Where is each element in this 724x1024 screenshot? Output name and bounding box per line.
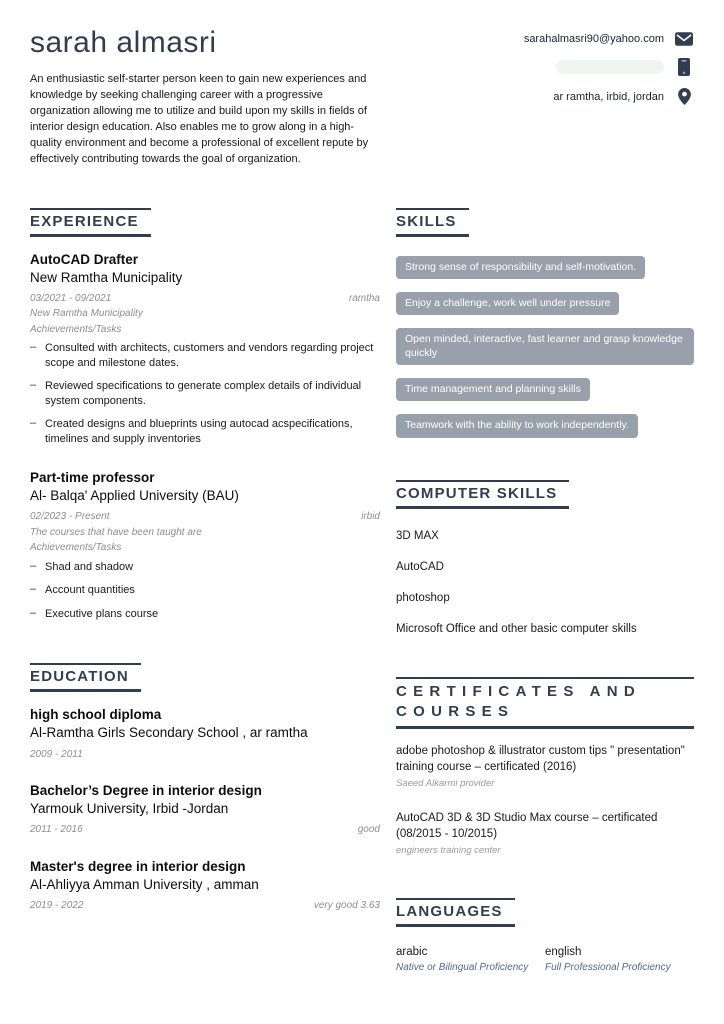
certificates-heading: CERTIFICATES AND COURSES: [396, 677, 694, 730]
skill-pill: Strong sense of responsibility and self-motivation.: [396, 256, 645, 279]
skills-heading: SKILLS: [396, 208, 469, 237]
education-item: [30, 707, 380, 762]
skill-pill: Teamwork with the ability to work independently.: [396, 414, 638, 437]
bullet-item: – Created designs and blueprints using autocad acspecifications, timelines and supply inventories: [30, 417, 380, 446]
school-name: Al-Ahliyya Amman University , amman: [30, 876, 259, 892]
tasks-label: Achievements/Tasks: [30, 323, 122, 335]
contact-row-email: [524, 32, 694, 46]
phone-icon: [674, 58, 694, 76]
computer-skill-list: [396, 530, 694, 635]
edu-grade: good: [357, 824, 380, 836]
edu-meta: [30, 747, 380, 763]
certificate-item: [396, 744, 694, 789]
left-column: [30, 208, 380, 974]
education-item: [30, 783, 380, 838]
certificate-title: adobe photoshop & illustrator custom tips " presentation" training course – certificated (2016): [396, 745, 685, 773]
degree-title: Bachelor’s Degree in interior design: [30, 783, 262, 799]
job-bullets: [30, 341, 380, 446]
job-meta: [30, 509, 380, 525]
job-item: [30, 252, 380, 447]
contact-block: [524, 26, 694, 168]
section-languages: [396, 898, 694, 973]
contact-row-phone: [556, 58, 694, 76]
candidate-name: sarah almasri: [30, 26, 217, 59]
job-note: The courses that have been taught are: [30, 526, 202, 538]
language-name: arabic: [396, 946, 428, 959]
certificate-item: [396, 811, 694, 856]
job-meta: [30, 291, 380, 307]
bullet-item: – Account quantities: [30, 583, 380, 598]
skill-pill: Enjoy a challenge, work well under pressure: [396, 292, 619, 315]
edu-meta: [30, 898, 380, 914]
job-note: New Ramtha Municipality: [30, 308, 143, 320]
location-text: ar ramtha, irbid, jordan: [553, 90, 664, 103]
bullet-item: – Shad and shadow: [30, 560, 380, 575]
job-item: [30, 470, 380, 621]
experience-heading: EXPERIENCE: [30, 208, 151, 237]
job-dates: 02/2023 - Present: [30, 511, 110, 523]
edu-meta: [30, 822, 380, 838]
job-dates: 03/2021 - 09/2021: [30, 292, 112, 304]
skill-pill: Time management and planning skills: [396, 378, 590, 401]
section-certificates: [396, 677, 694, 857]
computer-skill-item: Microsoft Office and other basic computer skills: [396, 622, 637, 635]
job-location: irbid: [361, 511, 380, 523]
language-list: [396, 946, 694, 973]
certificate-provider: Saeed Alkarmi provider: [396, 778, 495, 790]
edu-dates: 2009 - 2011: [30, 748, 83, 760]
education-heading: EDUCATION: [30, 663, 141, 692]
job-location: ramtha: [348, 292, 380, 304]
skill-pill: Open minded, interactive, fast learner and grasp knowledge quickly: [396, 328, 694, 365]
languages-heading: LANGUAGES: [396, 898, 515, 927]
computer-skill-item: AutoCAD: [396, 560, 444, 573]
degree-title: high school diploma: [30, 707, 162, 723]
bullet-item: – Consulted with architects, customers and vendors regarding project scope and milestone dates.: [30, 341, 380, 370]
computer-skills-heading: COMPUTER SKILLS: [396, 480, 569, 509]
right-column: [396, 208, 694, 974]
header-left: [30, 26, 382, 168]
job-company: Al- Balqa' Applied University (BAU): [30, 488, 239, 504]
bullet-item: – Executive plans course: [30, 607, 380, 622]
job-bullets: [30, 560, 380, 622]
skill-pill-list: [396, 256, 694, 438]
header: [30, 26, 694, 168]
school-name: Yarmouk University, Irbid -Jordan: [30, 800, 229, 816]
edu-grade: very good 3.63: [313, 899, 380, 911]
computer-skill-item: photoshop: [396, 591, 450, 604]
mail-icon: [674, 32, 694, 46]
job-title: Part-time professor: [30, 470, 155, 486]
main-columns: [30, 208, 694, 974]
school-name: Al-Ramtha Girls Secondary School , ar ramtha: [30, 725, 308, 741]
job-title: AutoCAD Drafter: [30, 251, 138, 267]
education-item: [30, 859, 380, 914]
language-name: english: [545, 946, 582, 959]
email-text: sarahalmasri90@yahoo.com: [523, 33, 664, 45]
phone-redacted: [556, 60, 664, 74]
computer-skill-item: 3D MAX: [396, 529, 439, 542]
certificate-title: AutoCAD 3D & 3D Studio Max course – certificated (08/2015 - 10/2015): [396, 812, 658, 840]
edu-dates: 2019 - 2022: [30, 899, 84, 911]
profile-summary: An enthusiastic self-starter person keen to gain new experiences and knowledge by seeking challenging career with a progressive organization allowing me to utilize and build upon my skills in fields of interior design education. Also enables me to grow along in a high-quality environment and become a professional of excellent repute by effectively contributing towards the goal of organization.: [30, 73, 369, 165]
contact-row-location: [553, 88, 694, 105]
bullet-item: – Reviewed specifications to generate complex details of individual system components.: [30, 379, 380, 408]
edu-dates: 2011 - 2016: [30, 824, 83, 836]
certificate-provider: engineers training center: [396, 845, 501, 857]
language-item: [545, 946, 694, 973]
section-skills: [396, 208, 694, 438]
language-item: [396, 946, 545, 973]
section-education: [30, 663, 380, 913]
degree-title: Master's degree in interior design: [30, 858, 246, 874]
tasks-label: Achievements/Tasks: [30, 542, 122, 554]
location-pin-icon: [674, 88, 694, 105]
job-company: New Ramtha Municipality: [30, 269, 183, 285]
section-experience: [30, 208, 380, 622]
language-level: Native or Bilingual Proficiency: [396, 962, 529, 974]
language-level: Full Professional Proficiency: [545, 962, 671, 974]
section-computer-skills: [396, 480, 694, 635]
